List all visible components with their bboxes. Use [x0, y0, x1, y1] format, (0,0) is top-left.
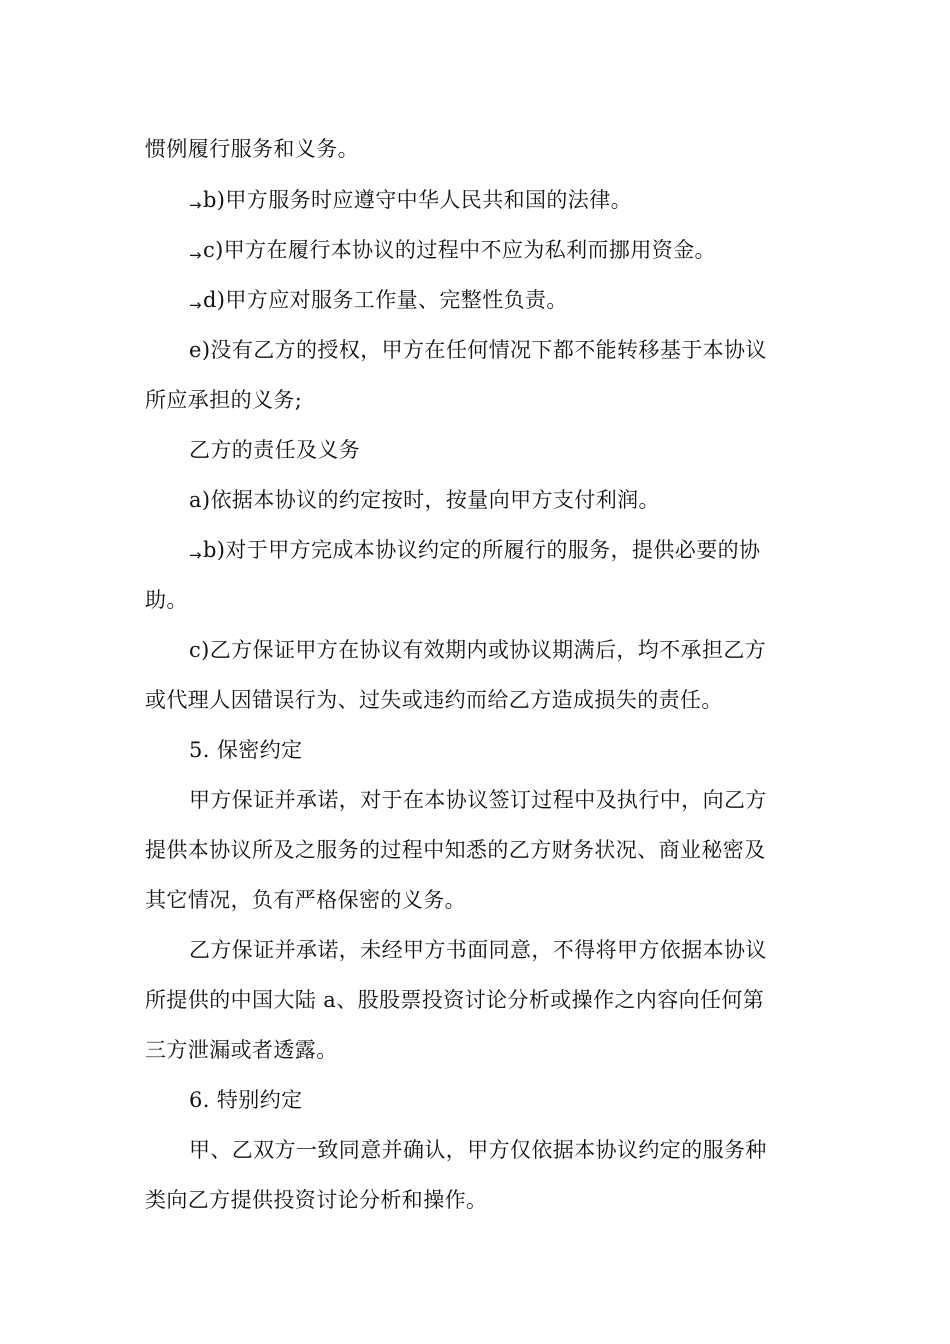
arrow-icon: →	[189, 296, 202, 314]
line-text: 乙方的责任及义务	[189, 438, 361, 462]
paragraph-line	[189, 1135, 767, 1165]
paragraph-line	[145, 985, 764, 1015]
line-text: 所提供的中国大陆 a、股股票投资讨论分析或操作之内容向任何第	[145, 988, 765, 1012]
arrow-icon: →	[189, 546, 202, 564]
paragraph-line	[145, 835, 766, 865]
line-text: 乙方保证并承诺，未经甲方书面同意，不得将甲方依据本协议	[189, 938, 767, 962]
line-text: 甲、乙双方一致同意并确认，甲方仅依据本协议约定的服务种	[189, 1138, 767, 1162]
section-heading	[189, 735, 303, 765]
line-text: 惯例履行服务和义务。	[145, 137, 359, 161]
line-text: e)没有乙方的授权，甲方在任何情况下都不能转移基于本协议	[189, 338, 767, 362]
paragraph-line	[145, 1035, 338, 1065]
line-text: 或代理人因错误行为、过失或违约而给乙方造成损失的责任。	[145, 688, 723, 712]
paragraph-line	[189, 635, 766, 665]
line-text: 甲方保证并承诺，对于在本协议签订过程中及执行中，向乙方	[189, 788, 767, 812]
paragraph-line	[189, 285, 568, 320]
line-text: 其它情况，负有严格保密的义务。	[145, 888, 466, 912]
line-text: 6. 特别约定	[189, 1088, 303, 1112]
line-text: 三方泄漏或者透露。	[145, 1038, 338, 1062]
paragraph-line	[145, 385, 302, 415]
section-heading	[189, 435, 360, 465]
line-text: b)对于甲方完成本协议约定的所履行的服务，提供必要的协	[202, 538, 761, 562]
arrow-icon: →	[189, 196, 202, 214]
paragraph-line	[189, 935, 767, 965]
line-text: c)乙方保证甲方在协议有效期内或协议期满后，均不承担乙方	[189, 638, 767, 662]
section-heading	[189, 1085, 303, 1115]
line-text: a)依据本协议的约定按时，按量向甲方支付利润。	[189, 488, 660, 512]
paragraph-line	[145, 1185, 487, 1215]
line-text: d)甲方应对服务工作量、完整性负责。	[202, 288, 568, 312]
line-text: 助。	[145, 588, 188, 612]
paragraph-line	[145, 134, 359, 164]
line-text: 类向乙方提供投资讨论分析和操作。	[145, 1188, 488, 1212]
paragraph-line	[189, 785, 767, 815]
paragraph-line	[145, 685, 723, 715]
paragraph-line	[189, 185, 632, 220]
line-text: 5. 保密约定	[189, 738, 303, 762]
paragraph-line	[145, 585, 188, 615]
paragraph-line	[189, 535, 760, 570]
paragraph-line	[189, 335, 767, 365]
line-text: 提供本协议所及之服务的过程中知悉的乙方财务状况、商业秘密及	[145, 838, 766, 862]
paragraph-line	[189, 235, 716, 270]
paragraph-line	[189, 485, 660, 515]
line-text: b)甲方服务时应遵守中华人民共和国的法律。	[202, 188, 633, 212]
paragraph-line	[145, 885, 466, 915]
arrow-icon: →	[189, 246, 202, 264]
line-text: 所应承担的义务;	[145, 388, 303, 412]
line-text: c)甲方在履行本协议的过程中不应为私利而挪用资金。	[202, 238, 716, 262]
